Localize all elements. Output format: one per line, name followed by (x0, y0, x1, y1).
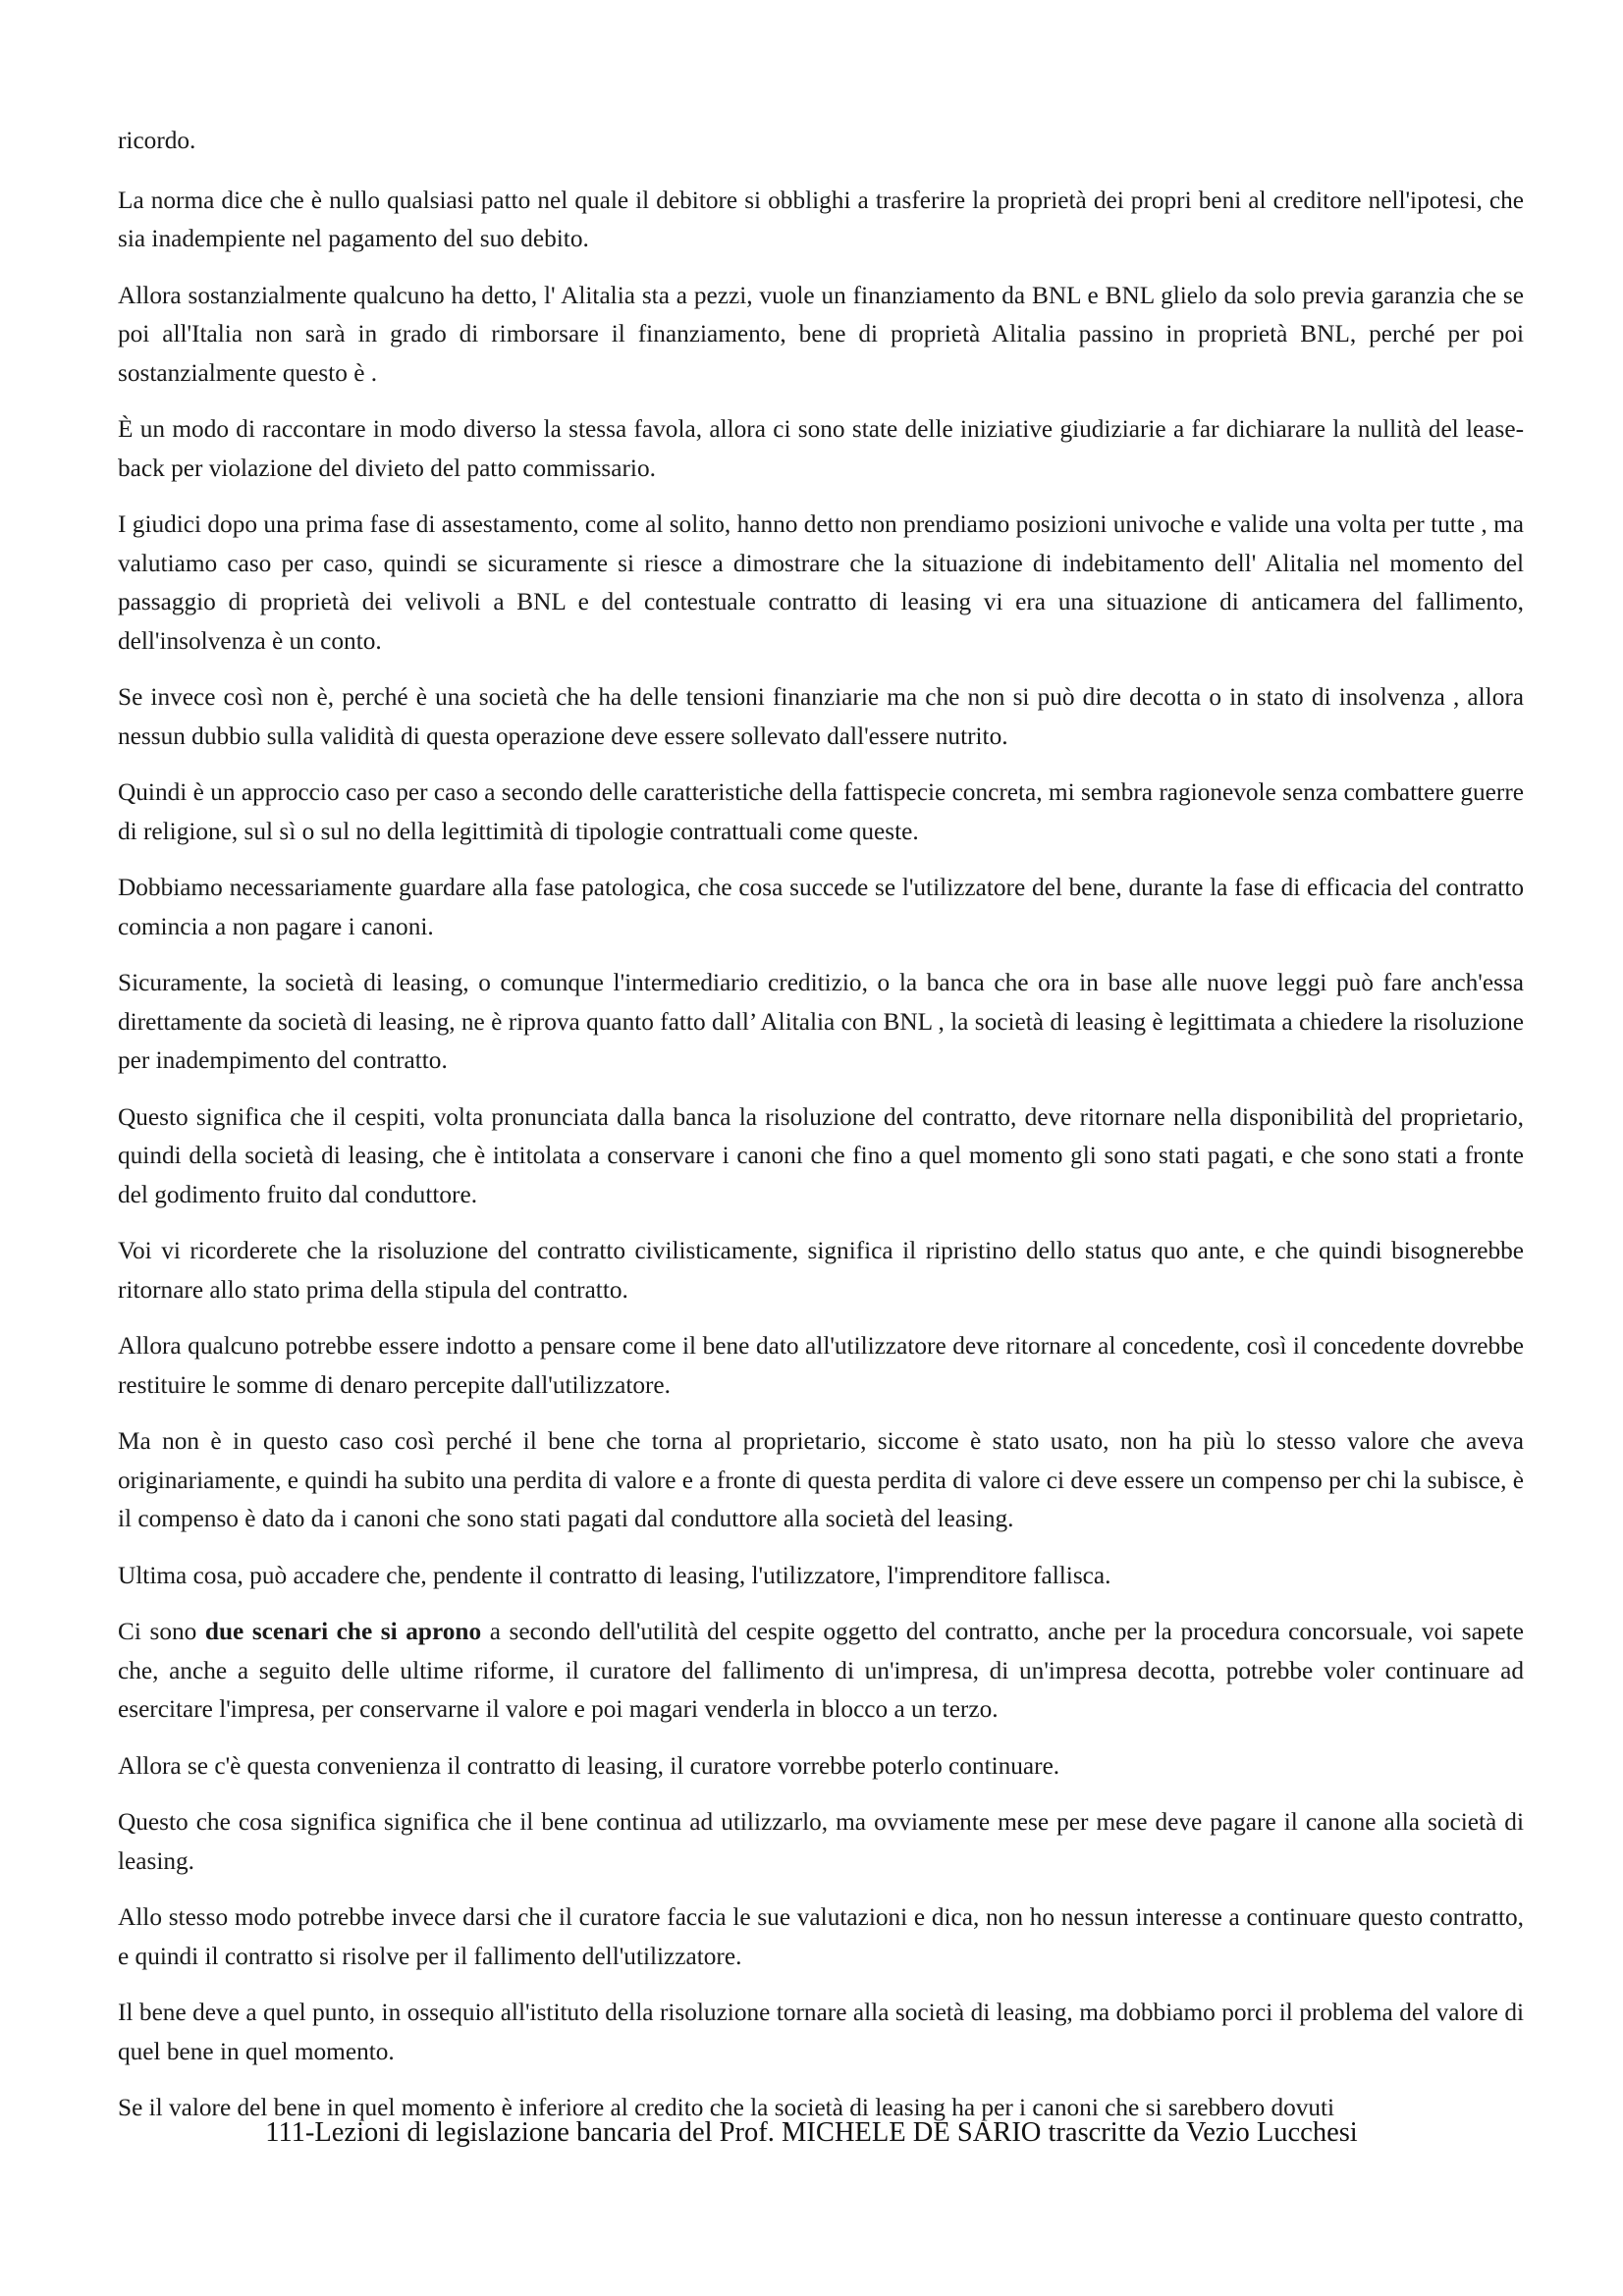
paragraph-6: Se invece così non è, perché è una società che ha delle tensioni finanziarie ma che non si può dire decotta o in stato di insolvenza , allora nessun dubbio sulla validità di questa operazione deve essere sollevato dall'essere nutrito. (118, 683, 1524, 750)
paragraph-18: Allo stesso modo potrebbe invece darsi che il curatore faccia le sue valutazioni e dica, non ho nessun interesse a continuare questo contratto, e quindi il contratto si risolve per il fallimento dell'utilizzatore. (118, 1903, 1524, 1970)
paragraph-8: Dobbiamo necessariamente guardare alla fase patologica, che cosa succede se l'utilizzatore del bene, durante la fase di efficacia del contratto comincia a non pagare i canoni. (118, 874, 1524, 940)
document-body (118, 122, 1524, 2146)
paragraph-4: È un modo di raccontare in modo diverso la stessa favola, allora ci sono state delle iniziative giudiziarie a far dichiarare la nullità del lease-back per violazione del divieto del patto commissario. (118, 415, 1524, 482)
paragraph-10: Questo significa che il cespiti, volta pronunciata dalla banca la risoluzione del contratto, deve ritornare nella disponibilità del proprietario, quindi della società di leasing, che è intitolata a conservare i canoni che fino a quel momento gli sono stati pagati, e che sono stati a fronte del godimento fruito dal conduttore. (118, 1102, 1524, 1208)
paragraph-scenari (118, 1613, 1524, 1730)
paragraph-17: Questo che cosa significa significa che il bene continua ad utilizzarlo, ma ovviamente mese per mese deve pagare il canone alla società di leasing. (118, 1808, 1524, 1875)
paragraph-11: Voi vi ricorderete che la risoluzione del contratto civilisticamente, significa il ripristino dello status quo ante, e che quindi bisognerebbe ritornare allo stato prima della stipula del contratto. (118, 1237, 1524, 1304)
paragraph-9: Sicuramente, la società di leasing, o comunque l'intermediario creditizio, o la banca che ora in base alle nuove leggi può fare anch'essa direttamente da società di leasing, ne è riprova quanto fatto dall’ Alitalia con BNL , la società di leasing è legittimata a chiedere la risoluzione per inadempimento del contratto. (118, 969, 1524, 1074)
paragraph-1: ricordo. (118, 127, 196, 154)
paragraph-20: Se il valore del bene in quel momento è inferiore al credito che la società di leasing ha per i canoni che si sarebbero dovuti (118, 2094, 1335, 2121)
paragraph-5: I giudici dopo una prima fase di assestamento, come al solito, hanno detto non prendiamo posizioni univoche e valide una volta per tutte , ma valutiamo caso per caso, quindi se sicuramente si riesce a dimostrare che la situazione di indebitamento dell' Alitalia nel momento del passaggio di proprietà dei velivoli a BNL e del contestuale contratto di leasing vi era una situazione di anticamera del fallimento, dell'insolvenza è un conto. (118, 510, 1524, 655)
page-footer: 111-Lezioni di legislazione bancaria del Prof. MICHELE DE SARIO trascritte da Vezio Lucchesi (265, 2117, 1358, 2148)
paragraph-14: Ultima cosa, può accadere che, pendente il contratto di leasing, l'utilizzatore, l'imprenditore fallisca. (118, 1561, 1111, 1589)
scenari-bold-phrase: due scenari che si aprono (204, 1618, 482, 1645)
paragraph-19: Il bene deve a quel punto, in ossequio all'istituto della risoluzione tornare alla società di leasing, ma dobbiamo porci il problema del valore di quel bene in quel momento. (118, 1999, 1524, 2065)
paragraph-3: Allora sostanzialmente qualcuno ha detto, l' Alitalia sta a pezzi, vuole un finanziamento da BNL e BNL glielo da solo previa garanzia che se poi all'Italia non sarà in grado di rimborsare il finanziamento, bene di proprietà Alitalia passino in proprietà BNL, perché per poi sostanzialmente questo è . (118, 281, 1524, 387)
paragraph-2: La norma dice che è nullo qualsiasi patto nel quale il debitore si obblighi a trasferire la proprietà dei propri beni al creditore nell'ipotesi, che sia inadempiente nel pagamento del suo debito. (118, 186, 1524, 252)
paragraph-12: Allora qualcuno potrebbe essere indotto a pensare come il bene dato all'utilizzatore deve ritornare al concedente, così il concedente dovrebbe restituire le somme di denaro percepite dall'utilizzatore. (118, 1332, 1524, 1399)
scenari-text-after: a secondo dell'utilità del cespite oggetto del contratto, anche per la procedura concorsuale, voi sapete che, anche a seguito delle ultime riforme, il curatore del fallimento di un'impresa, di un'impresa decotta, potrebbe voler continuare ad esercitare l'impresa, per conservarne il valore e poi magari venderla in blocco a un terzo. (118, 1618, 1524, 1723)
paragraph-7: Quindi è un approccio caso per caso a secondo delle caratteristiche della fattispecie concreta, mi sembra ragionevole senza combattere guerre di religione, sul sì o sul no della legittimità di tipologie contrattuali come queste. (118, 778, 1524, 845)
paragraph-13: Ma non è in questo caso così perché il bene che torna al proprietario, siccome è stato usato, non ha più lo stesso valore che aveva originariamente, e quindi ha subito una perdita di valore e a fronte di questa perdita di valore ci deve essere un compenso per chi la subisce, è il compenso è dato da i canoni che sono stati pagati dal conduttore alla società del leasing. (118, 1427, 1524, 1532)
paragraph-16: Allora se c'è questa convenienza il contratto di leasing, il curatore vorrebbe poterlo continuare. (118, 1751, 1060, 1780)
scenari-text-before: Ci sono (118, 1618, 205, 1645)
